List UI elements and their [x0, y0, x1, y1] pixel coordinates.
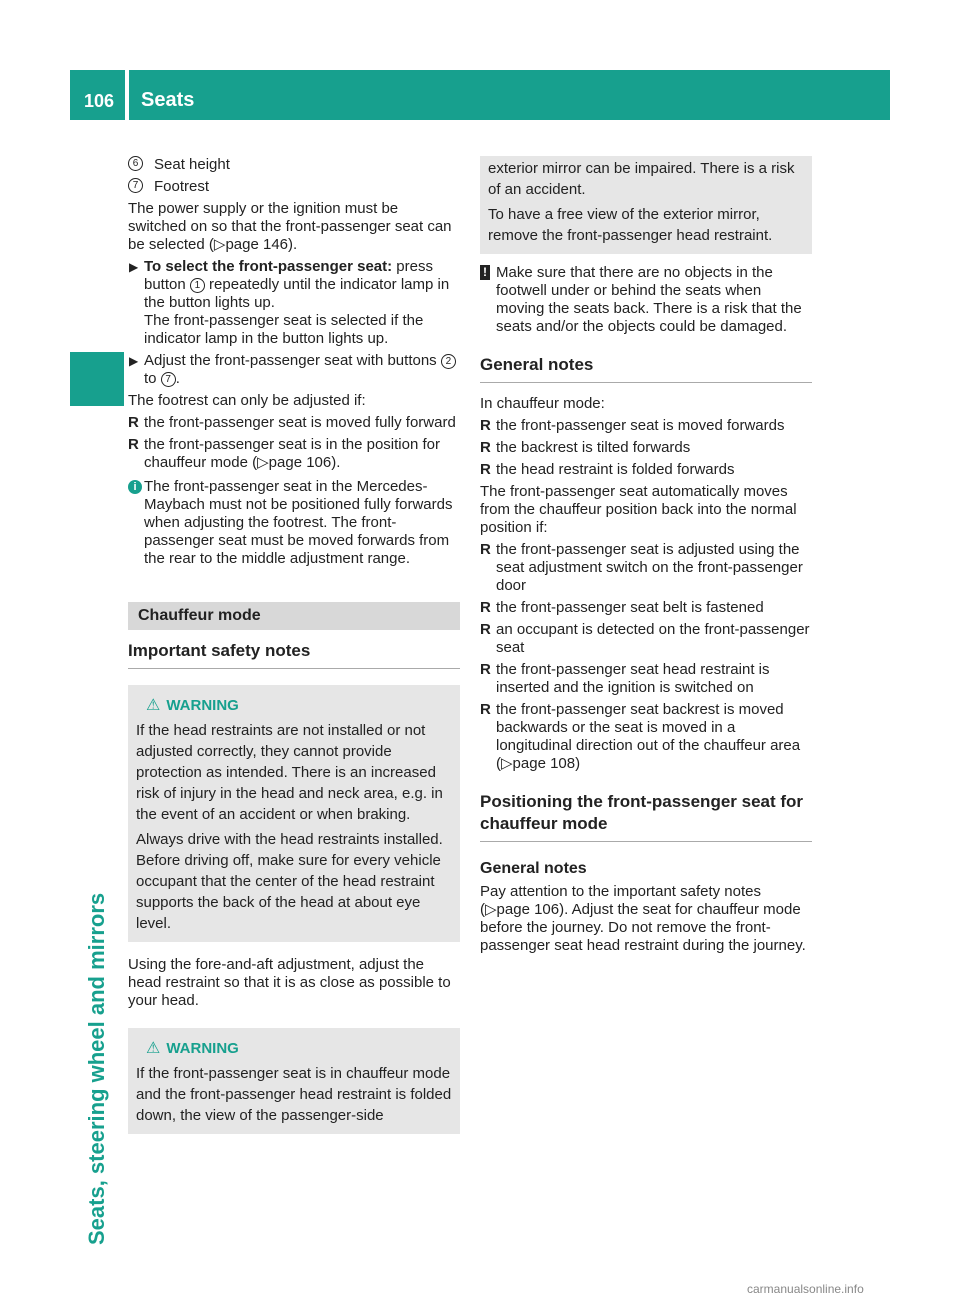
callout-1: 1: [190, 278, 205, 293]
list-item: 6 Seat height: [128, 156, 460, 174]
bullet-item: R the front-passenger seat is moved forwards: [480, 417, 785, 434]
paragraph: The footrest can only be adjusted if:: [128, 392, 366, 409]
ref-arrow-icon: ▷: [485, 901, 497, 918]
ref-arrow-icon: ▷: [501, 755, 513, 772]
warning-label: WARNING: [166, 697, 239, 714]
list-item: 7 Footrest: [128, 178, 460, 196]
bullet-icon: R: [480, 541, 491, 558]
warning-box-continued: exterior mirror can be impaired. There is a risk of an accident. To have a free view of the exterior mirror, remove the front-passenger head restraint.: [480, 156, 812, 254]
bullet-item: R the front-passenger seat is adjusted using the seat adjustment switch on the front-passenger door: [480, 541, 803, 594]
bullet-icon: R: [128, 436, 139, 453]
bullet-icon: R: [480, 661, 491, 678]
warning-box: ⚠ WARNING If the front-passenger seat is in chauffeur mode and the front-passenger head restraint is folded down, the view of the passenger-side: [128, 1028, 460, 1134]
bullet-icon: R: [480, 599, 491, 616]
heading-general-notes-2: General notes: [480, 860, 587, 877]
info-note: i The front-passenger seat in the Mercedes-Maybach must not be positioned fully forwards when adjusting the footrest. The front-passenger seat must be moved forwards from the rear to the middle adjustment range.: [128, 478, 460, 568]
bullet-icon: R: [128, 414, 139, 431]
bullet-item: R the front-passenger seat belt is fastened: [480, 599, 764, 616]
page-ref-link[interactable]: page 106: [268, 454, 332, 471]
info-icon: i: [128, 480, 142, 494]
bullet-icon: R: [480, 461, 491, 478]
callout-6: 6: [128, 156, 143, 171]
bullet-item: R an occupant is detected on the front-passenger seat: [480, 621, 810, 656]
right-column: exterior mirror can be impaired. There is a risk of an accident. To have a free view of the exterior mirror, remove the front-passenger head restraint. ! Make sure that there are no objects in the footwell under or behind the seats when moving the seats back. There is a risk that the seats and/or the objects could be damaged. General notes In chauffeur mode: R the front-passenger seat is moved forwards R the backrest is tilted forwards R the head restraint is folded forwards The front-passenger seat automatically moves from the chauffeur position back into the normal position if: R the front-passenger seat is adjusted using the seat adjustment switch on the front-passenger door R the front-passenger seat belt is fastened R an occupant is detected on the front-passenger seat R the front-passenger seat head restraint is inserted and the ignition is switched on R the front-passenger seat backrest is moved backwards or the seat is moved in a longitudinal direction out of the chauffeur area (▷page 108) Positioning the front-passenger seat for chauffeur mode General notes Pay attention to the important safety notes (▷page 106). Adjust the seat for chauffeur mode before the journey. Do not remove the front-passenger seat head restraint during the journey.: [480, 156, 812, 959]
bullet-item: R the backrest is tilted forwards: [480, 439, 691, 456]
step-arrow-icon: ▶: [129, 260, 139, 274]
bullet-icon: R: [480, 701, 491, 718]
header-bar: [129, 70, 890, 120]
page-ref-link[interactable]: page 146: [225, 236, 289, 253]
bullet-icon: R: [480, 417, 491, 434]
sidebar-chapter-title: Seats, steering wheel and mirrors: [84, 892, 109, 1245]
bullet-item: R the front-passenger seat is in the position for chauffeur mode (▷page 106).: [128, 436, 441, 471]
ref-arrow-icon: ▷: [257, 454, 269, 471]
caution-note: ! Make sure that there are no objects in the footwell under or behind the seats when moving the seats back. There is a risk that the seats and/or the objects could be damaged.: [480, 264, 812, 336]
watermark: carmanualsonline.info: [747, 1282, 864, 1296]
heading-important-safety-notes: Important safety notes: [128, 640, 460, 669]
bullet-icon: R: [480, 439, 491, 456]
warning-label: WARNING: [166, 1040, 239, 1057]
step-arrow-icon: ▶: [129, 354, 139, 368]
bullet-icon: R: [480, 621, 491, 638]
heading-positioning: Positioning the front-passenger seat for chauffeur mode: [480, 791, 812, 842]
bullet-item: R the front-passenger seat head restraint is inserted and the ignition is switched on: [480, 661, 770, 696]
warning-box: ⚠ WARNING If the head restraints are not installed or not adjusted correctly, they cannot provide protection as intended. There is an increased risk of injury in the head and neck area, e.g. in the event of an accident or when braking. Always drive with the head restraints installed. Before driving off, make sure for every vehicle occupant that the center of the head restraint supports the back of the head at about eye level.: [128, 685, 460, 942]
page-number-bar: [70, 70, 125, 120]
left-column: [128, 156, 460, 1134]
page-title: Seats: [141, 89, 195, 111]
warning-icon: ⚠: [146, 1040, 161, 1057]
callout-2: 2: [441, 354, 456, 369]
paragraph: The power supply or the ignition must be switched on so that the front-passenger seat can be selected (▷page 146).: [128, 200, 452, 253]
warning-icon: ⚠: [146, 697, 161, 714]
heading-general-notes: General notes: [480, 354, 812, 383]
page-ref-link[interactable]: page 108: [512, 755, 576, 772]
page-ref-link[interactable]: page 106: [496, 901, 560, 918]
bullet-item: R the front-passenger seat is moved fully forward: [128, 414, 456, 431]
ref-arrow-icon: ▷: [213, 236, 226, 253]
callout-7: 7: [128, 178, 143, 193]
step: ▶ To select the front-passenger seat: press button 1 repeatedly until the indicator lamp in the button lights up. The front-passenger seat is selected if the indicator lamp in the button lights up.: [129, 258, 450, 347]
sidebar-marker: [70, 352, 124, 406]
step: ▶ Adjust the front-passenger seat with buttons 2 to 7 .: [128, 352, 460, 388]
bullet-item: R the head restraint is folded forwards: [480, 461, 735, 478]
page-number: 106: [84, 91, 115, 111]
bullet-item: R the front-passenger seat backrest is moved backwards or the seat is moved in a longitudinal direction out of the chauffeur area (▷page 108): [480, 701, 801, 772]
callout-7: 7: [161, 372, 176, 387]
paragraph: Using the fore-and-aft adjustment, adjust the head restraint so that it is as close as possible to your head.: [128, 956, 451, 1009]
caution-icon: !: [480, 265, 490, 280]
paragraph: Pay attention to the important safety notes (▷page 106). Adjust the seat for chauffeur mode before the journey. Do not remove the front-passenger seat head restraint during the journey.: [480, 883, 806, 954]
section-heading-chauffeur-mode: Chauffeur mode: [128, 602, 460, 630]
